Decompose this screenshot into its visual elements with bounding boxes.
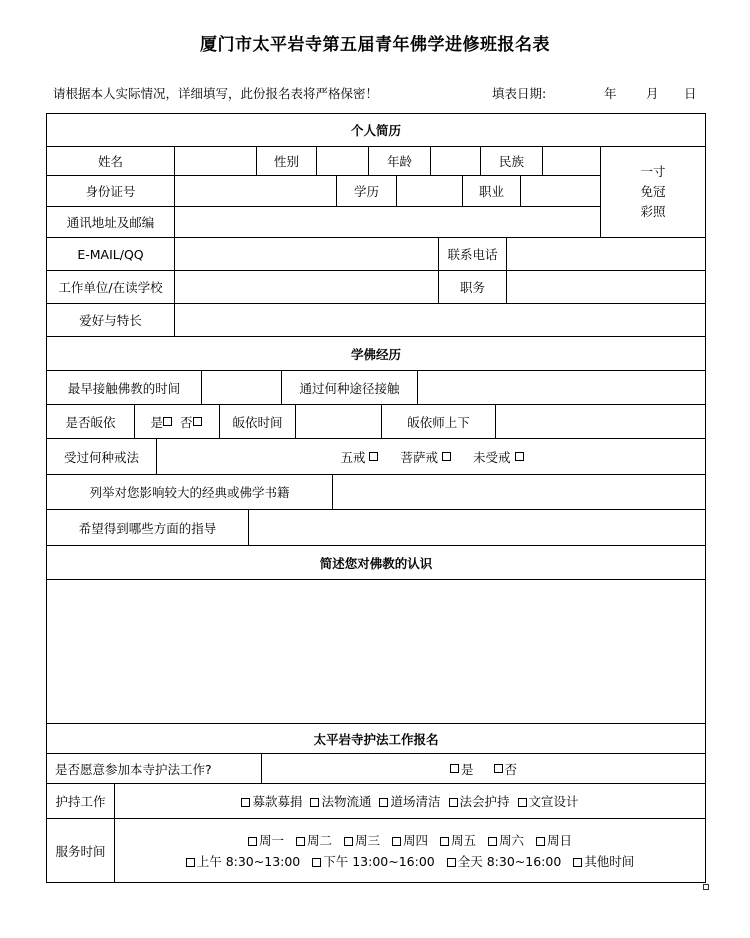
name-field[interactable] (175, 147, 257, 176)
work-fundraising-text: 募款募捐 (252, 794, 303, 809)
willing-yes-text: 是 (460, 761, 474, 777)
id-number-label: 身份证号 (47, 176, 175, 207)
guidance-label: 希望得到哪些方面的指导 (47, 510, 249, 546)
section-header-understanding: 简述您对佛教的认识 (47, 546, 705, 580)
fill-date-month: 月 (646, 86, 659, 101)
hobbies-label: 爱好与特长 (47, 304, 175, 337)
day-sat-checkbox[interactable] (488, 837, 497, 846)
books-field[interactable] (333, 475, 705, 510)
work-publicity-text: 文宣设计 (528, 794, 579, 809)
occupation-field[interactable] (521, 176, 601, 207)
day-mon-text: 周一 (258, 832, 284, 848)
ethnicity-field[interactable] (543, 147, 601, 176)
work-publicity-checkbox[interactable] (518, 798, 527, 807)
position-label: 职务 (439, 271, 507, 304)
email-field[interactable] (175, 238, 439, 271)
form-title: 厦门市太平岩寺第五届青年佛学进修班报名表 (200, 35, 550, 55)
work-circulation-checkbox[interactable] (310, 798, 319, 807)
precepts-label: 受过何种戒法 (47, 439, 157, 475)
slot-afternoon-text: 下午 13:00~16:00 (323, 853, 435, 869)
photo-line-2: 免冠 (640, 184, 666, 199)
ethnicity-label: 民族 (481, 147, 543, 176)
understanding-textarea[interactable] (47, 580, 705, 724)
workplace-field[interactable] (175, 271, 439, 304)
work-circulation-text: 法物流通 (321, 794, 372, 809)
work-cleaning-checkbox[interactable] (379, 798, 388, 807)
willing-no-text: 否 (504, 761, 518, 777)
name-label: 姓名 (47, 147, 175, 176)
willing-yes-checkbox[interactable] (450, 764, 459, 773)
channel-label: 通过何种途径接触 (282, 371, 418, 405)
refuge-yes-checkbox[interactable] (163, 417, 172, 426)
refuge-master-field[interactable] (496, 405, 705, 439)
precept-bodhisattva-text: 菩萨戒 (400, 449, 438, 465)
first-contact-label: 最早接触佛教的时间 (47, 371, 202, 405)
fill-date-label: 填表日期: (492, 86, 547, 101)
refuge-no-text: 否 (180, 414, 193, 430)
position-field[interactable] (507, 271, 705, 304)
slot-fullday-checkbox[interactable] (447, 858, 456, 867)
day-tue-checkbox[interactable] (296, 837, 305, 846)
work-label: 护持工作 (47, 784, 115, 819)
willing-no-checkbox[interactable] (494, 764, 503, 773)
fill-date-day: 日 (684, 86, 697, 101)
day-sun-text: 周日 (546, 832, 572, 848)
education-label: 学历 (337, 176, 397, 207)
table-resize-handle[interactable] (703, 884, 709, 890)
registration-form (46, 113, 706, 883)
slot-other-checkbox[interactable] (573, 858, 582, 867)
confidentiality-notice: 请根据本人实际情况，详细填写，此份报名表将严格保密！ (53, 86, 379, 101)
day-wed-text: 周三 (354, 832, 380, 848)
day-wed-checkbox[interactable] (344, 837, 353, 846)
photo-line-1: 一寸 (640, 164, 666, 179)
day-fri-checkbox[interactable] (440, 837, 449, 846)
age-label: 年龄 (369, 147, 431, 176)
gender-label: 性别 (257, 147, 317, 176)
fill-date-year: 年 (604, 86, 617, 101)
day-sat-text: 周六 (498, 832, 524, 848)
precept-five-text: 五戒 (340, 449, 366, 465)
section-header-personal: 个人简历 (47, 114, 705, 147)
willing-label: 是否愿意参加本寺护法工作? (47, 754, 262, 784)
id-number-field[interactable] (175, 176, 337, 207)
refuge-no-checkbox[interactable] (193, 417, 202, 426)
work-cleaning-text: 道场清洁 (390, 794, 441, 809)
occupation-label: 职业 (463, 176, 521, 207)
age-field[interactable] (431, 147, 481, 176)
day-fri-text: 周五 (450, 832, 476, 848)
slot-afternoon-checkbox[interactable] (312, 858, 321, 867)
section-header-volunteer: 太平岩寺护法工作报名 (47, 724, 705, 754)
work-ceremony-text: 法会护持 (459, 794, 510, 809)
precept-five-checkbox[interactable] (369, 452, 378, 461)
refuge-time-label: 皈依时间 (220, 405, 296, 439)
precept-bodhisattva-checkbox[interactable] (442, 452, 451, 461)
gender-field[interactable] (317, 147, 369, 176)
day-thu-text: 周四 (402, 832, 428, 848)
education-field[interactable] (397, 176, 463, 207)
day-thu-checkbox[interactable] (392, 837, 401, 846)
day-sun-checkbox[interactable] (536, 837, 545, 846)
guidance-field[interactable] (249, 510, 705, 546)
precept-none-text: 未受戒 (473, 449, 511, 465)
time-label: 服务时间 (47, 819, 115, 882)
workplace-label: 工作单位/在读学校 (47, 271, 175, 304)
first-contact-field[interactable] (202, 371, 282, 405)
photo-line-3: 彩照 (640, 204, 666, 219)
address-field[interactable] (175, 207, 601, 238)
books-label: 列举对您影响较大的经典或佛学书籍 (47, 475, 333, 510)
willing-options (262, 754, 705, 784)
phone-label: 联系电话 (439, 238, 507, 271)
refuge-yes-text: 是 (150, 414, 163, 430)
day-mon-checkbox[interactable] (248, 837, 257, 846)
work-ceremony-checkbox[interactable] (449, 798, 458, 807)
slot-morning-checkbox[interactable] (186, 858, 195, 867)
channel-field[interactable] (418, 371, 705, 405)
work-options (115, 784, 705, 819)
slot-fullday-text: 全天 8:30~16:00 (457, 853, 562, 869)
precepts-options (157, 439, 705, 475)
refuge-options (135, 405, 220, 439)
precept-none-checkbox[interactable] (515, 452, 524, 461)
days-row (244, 830, 576, 851)
section-header-buddhist: 学佛经历 (47, 337, 705, 371)
email-label: E-MAIL/QQ (47, 238, 175, 271)
slot-other-text: 其他时间 (584, 853, 635, 869)
slot-morning-text: 上午 8:30~13:00 (196, 853, 301, 869)
work-fundraising-checkbox[interactable] (241, 798, 250, 807)
refuge-label: 是否皈依 (47, 405, 135, 439)
time-options (115, 819, 705, 882)
photo-box[interactable] (601, 147, 705, 238)
slots-row (182, 851, 639, 872)
phone-field[interactable] (507, 238, 705, 271)
address-label: 通讯地址及邮编 (47, 207, 175, 238)
refuge-master-label: 皈依师上下 (382, 405, 496, 439)
day-tue-text: 周二 (306, 832, 332, 848)
hobbies-field[interactable] (175, 304, 705, 337)
fill-date (492, 84, 702, 100)
refuge-time-field[interactable] (296, 405, 382, 439)
